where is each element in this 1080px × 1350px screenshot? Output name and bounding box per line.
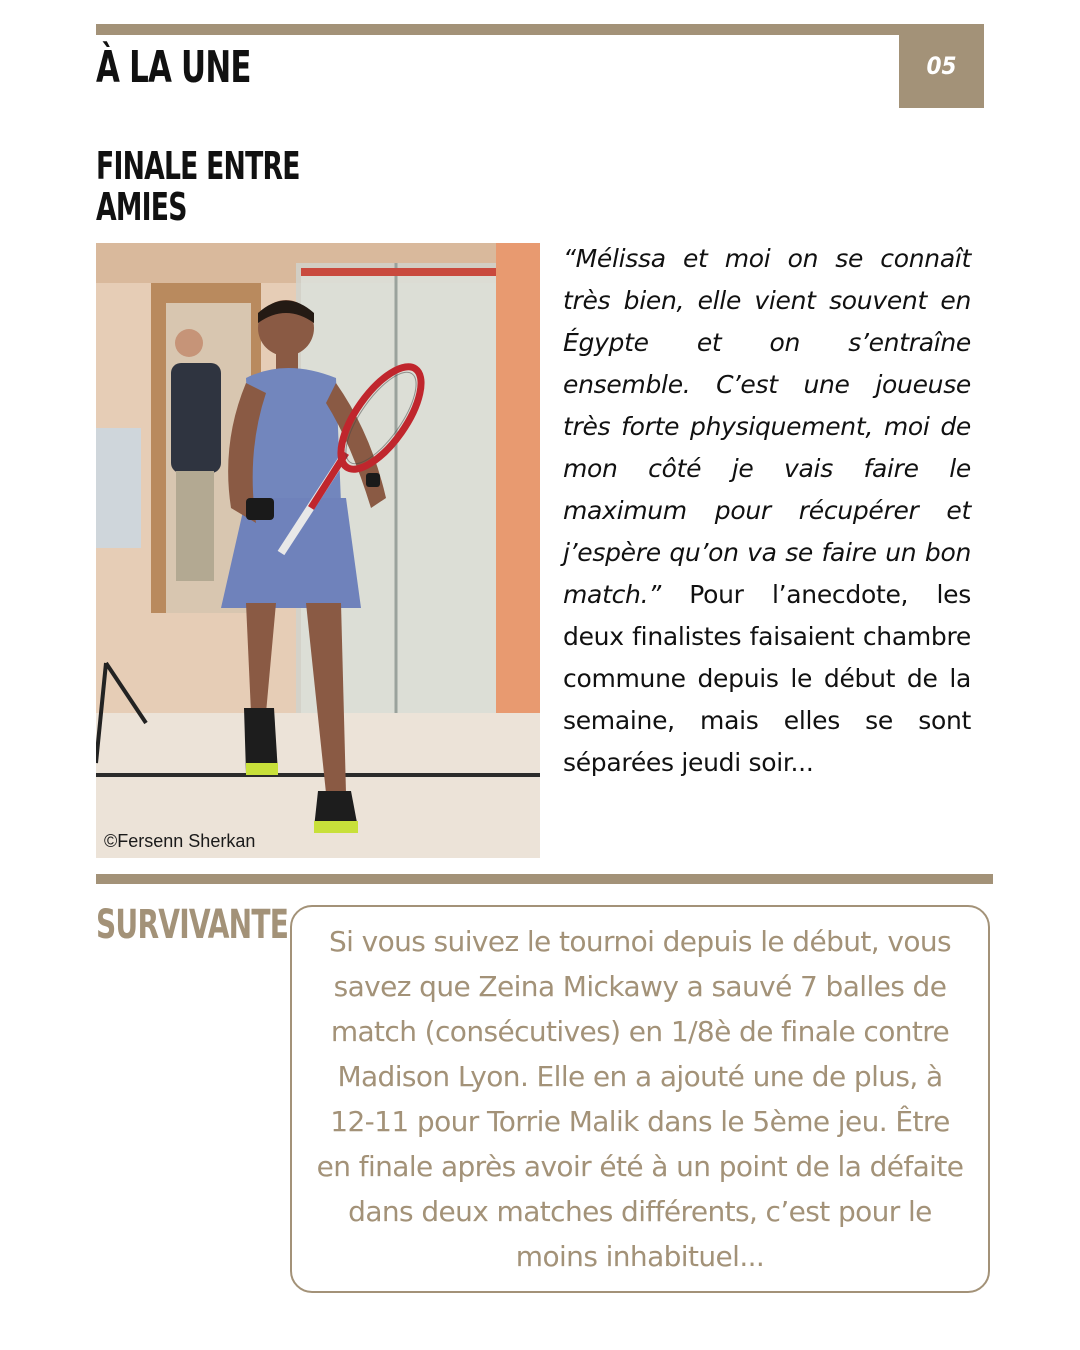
photo-credit: ©Fersenn Sherkan (104, 831, 256, 851)
article-title-line-2: AMIES (96, 185, 187, 229)
section-title: À LA UNE (96, 42, 251, 93)
top-rule (96, 24, 900, 35)
sidebar-text: Si vous suivez le tournoi depuis le début, vous savez que Zeina Mickawy a sauvé 7 balles de match (consécutives) en 1/8è de finale contre Madison Lyon. Elle en a ajouté une de plus, à 12-11 pour Torrie Malik dans le 5ème jeu. Être en finale après avoir été à un point de la défaite dans deux matches différents, c’est pour le moins inhabituel... (316, 925, 964, 1273)
article-quote: “Mélissa et moi on se connaît très bien, elle vient souvent en Égypte et on s’entraîne ensemble. C’est une joueuse très forte physiquement, moi de mon côté je vais faire le maximum pour récupérer et j’espère qu’on va se faire un bon match.” (563, 244, 971, 609)
article-title-line-1: FINALE ENTRE (96, 144, 300, 188)
photo-illustration (96, 243, 540, 858)
article-body (563, 238, 971, 784)
article-title (96, 146, 300, 228)
page-number-badge (899, 24, 984, 108)
section-divider (96, 874, 993, 884)
article-continuation: Pour l’anecdote, les deux finalistes faisaient chambre commune depuis le début de la semaine, mais elles se sont séparées jeudi soir... (563, 580, 971, 777)
page-number: 05 (926, 52, 957, 80)
sidebar-box (290, 905, 990, 1293)
sidebar-title: SURVIVANTE (96, 902, 289, 948)
player-photo (96, 243, 540, 858)
